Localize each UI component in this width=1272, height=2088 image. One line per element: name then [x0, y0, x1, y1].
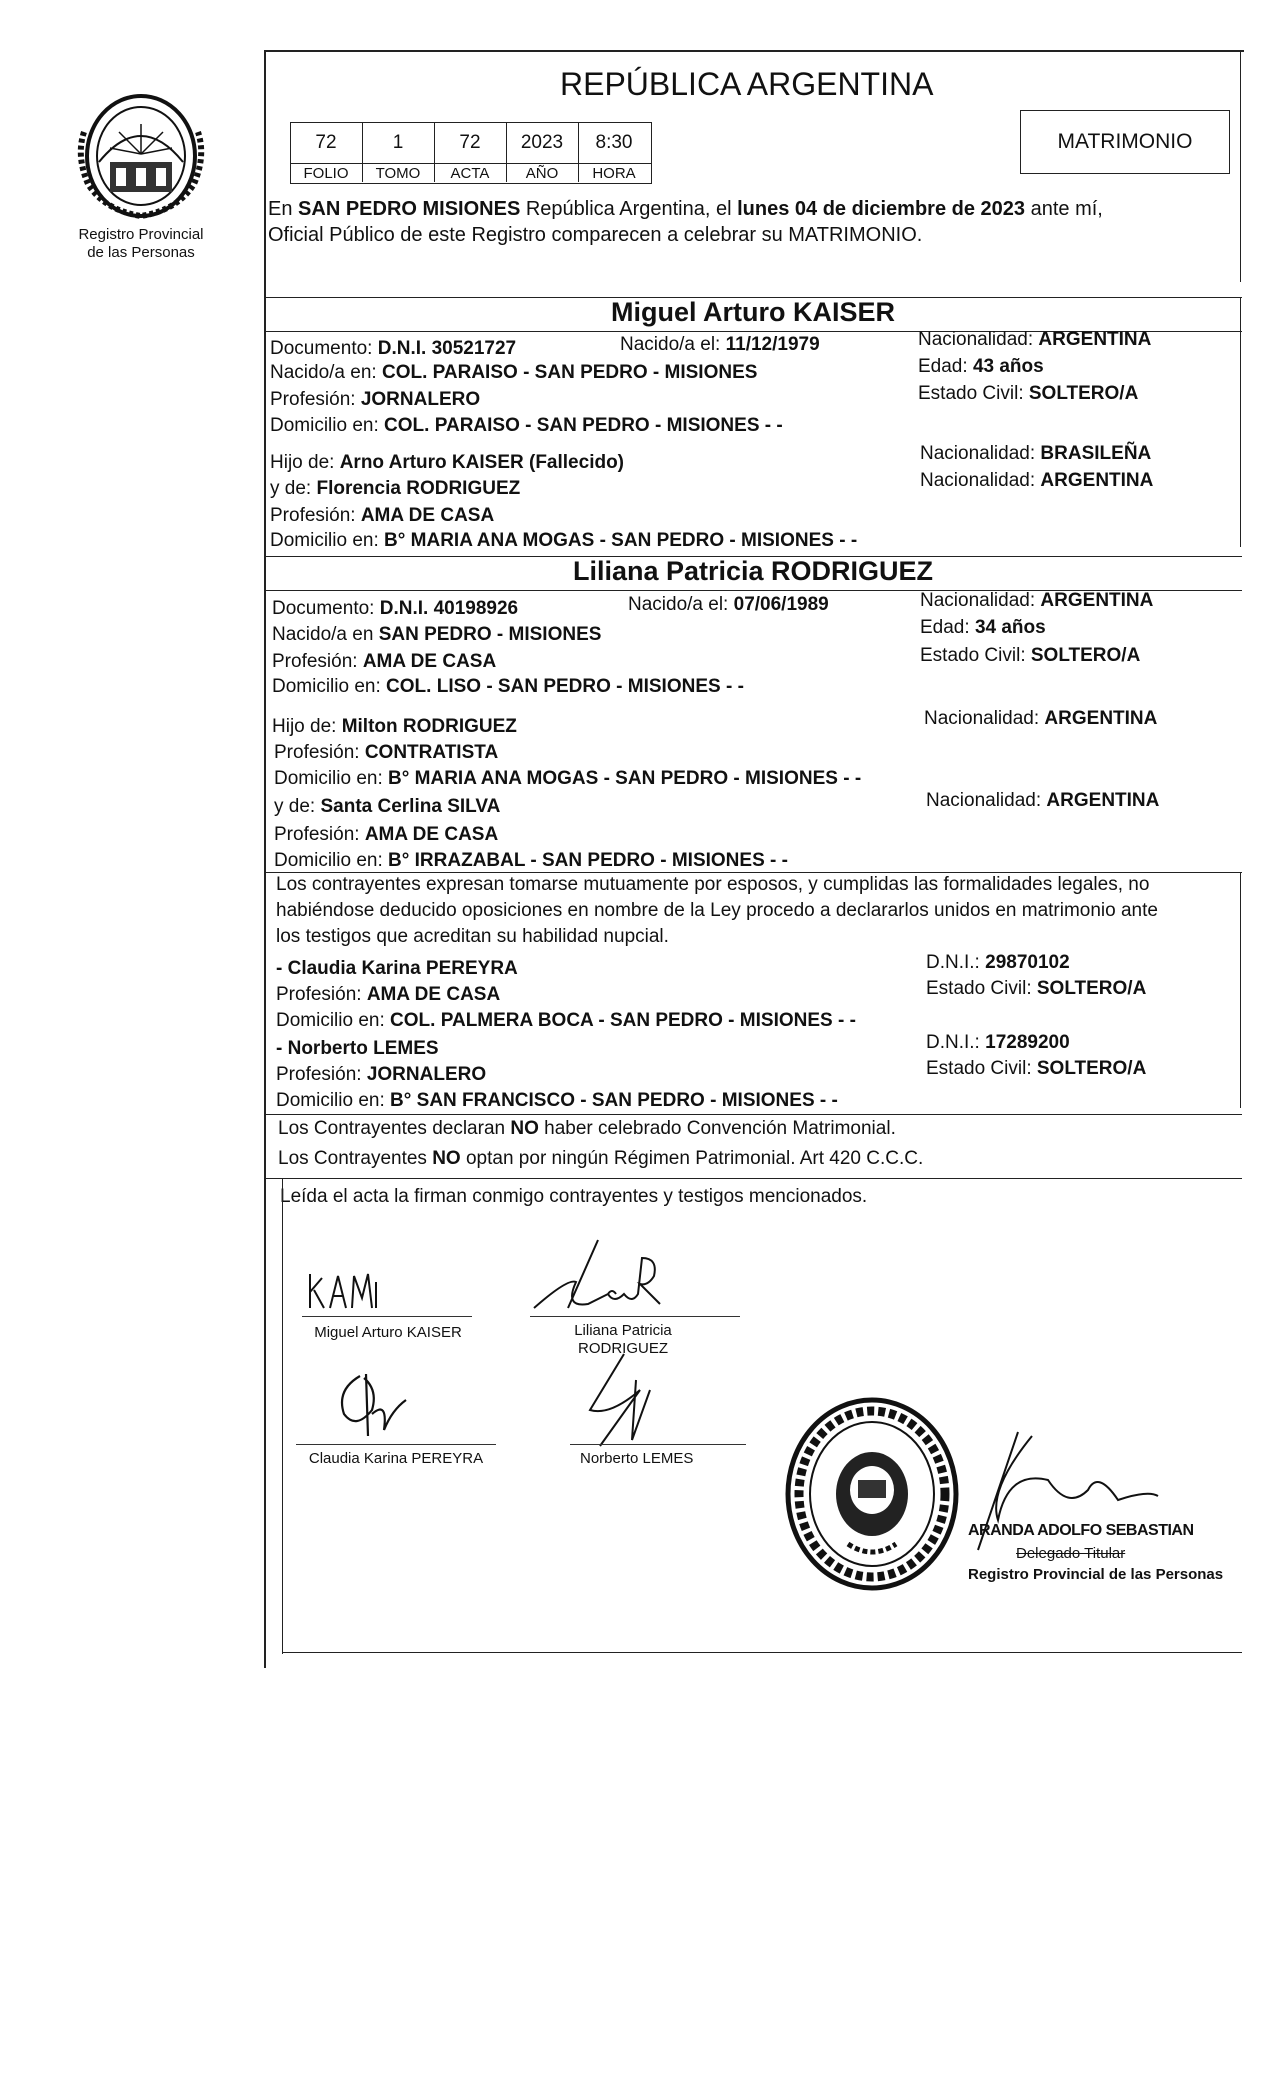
signature-name-miguel: Miguel Arturo KAISER [314, 1324, 462, 1341]
bride-mother-address: Domicilio en: B° IRRAZABAL - SAN PEDRO - MISIONES - - [274, 850, 788, 871]
bride-nationality: Nacionalidad: ARGENTINA [920, 590, 1154, 611]
groom-profession: Profesión: JORNALERO [270, 389, 481, 410]
official-name: ARANDA ADOLFO SEBASTIAN [968, 1522, 1194, 1539]
acta-label: ACTA [450, 165, 490, 182]
bride-address: Domicilio en: COL. LISO - SAN PEDRO - MISIONES - - [272, 676, 744, 697]
anio-value: 2023 [520, 132, 564, 153]
bride-mother-nationality: Nacionalidad: ARGENTINA [926, 790, 1160, 811]
bride-mother: y de: Santa Cerlina SILVA [274, 796, 501, 817]
country-title: REPÚBLICA ARGENTINA [560, 66, 934, 102]
witness-1-profession: Profesión: AMA DE CASA [276, 984, 501, 1005]
acta-value: 72 [459, 132, 481, 153]
declaration-line-2: habiéndose deducido oposiciones en nombre de la Ley procedo a declararlos unidos en matrimonio ante [276, 900, 1158, 921]
signature-line [296, 1444, 496, 1445]
registry-caption-1: Registro Provincial [78, 226, 204, 243]
registry-table-divider [290, 163, 652, 164]
groom-age: Edad: 43 años [918, 356, 1044, 377]
divider [266, 1178, 1242, 1179]
witness-1-name: - Claudia Karina PEREYRA [276, 958, 518, 979]
official-round-stamp [782, 1394, 962, 1594]
closing-statement: Leída el acta la firman conmigo contrayentes y testigos mencionados. [280, 1186, 868, 1207]
witness-2-name: - Norberto LEMES [276, 1038, 439, 1059]
record-type-label: MATRIMONIO [1057, 130, 1193, 153]
signature-line [302, 1316, 472, 1317]
groom-document: Documento: D.N.I. 30521727 [270, 338, 517, 359]
witness-2-address: Domicilio en: B° SAN FRANCISCO - SAN PEDRO - MISIONES - - [276, 1090, 838, 1111]
groom-birthplace: Nacido/a en: COL. PARAISO - SAN PEDRO - MISIONES [270, 362, 758, 383]
witness-1-civil-status: Estado Civil: SOLTERO/A [926, 978, 1147, 999]
declaration-line-1: Los contrayentes expresan tomarse mutuamente por esposos, y cumplidas las formalidades legales, no [276, 874, 1150, 895]
bride-father-nationality: Nacionalidad: ARGENTINA [924, 708, 1158, 729]
witness-2-dni: D.N.I.: 17289200 [926, 1032, 1070, 1053]
divider [266, 1114, 1242, 1115]
registry-caption-2: de las Personas [87, 244, 195, 261]
hora-value: 8:30 [595, 132, 633, 153]
official-role: Delegado Titular [1016, 1545, 1126, 1562]
bride-profession: Profesión: AMA DE CASA [272, 651, 497, 672]
regime-line-1: Los Contrayentes declaran NO haber celebrado Convención Matrimonial. [278, 1118, 896, 1139]
frame-right [1240, 872, 1241, 1108]
hora-label: HORA [592, 165, 636, 182]
declaration-line-3: los testigos que acreditan su habilidad nupcial. [276, 926, 669, 947]
bride-father-address: Domicilio en: B° MARIA ANA MOGAS - SAN PEDRO - MISIONES - - [274, 768, 862, 789]
bottom-border [282, 1652, 1242, 1653]
bride-document: Documento: D.N.I. 40198926 [272, 598, 519, 619]
official-organization: Registro Provincial de las Personas [968, 1566, 1224, 1583]
bride-age: Edad: 34 años [920, 617, 1046, 638]
groom-civil-status: Estado Civil: SOLTERO/A [918, 383, 1139, 404]
signature-name-claudia: Claudia Karina PEREYRA [308, 1450, 484, 1467]
groom-address: Domicilio en: COL. PARAISO - SAN PEDRO - MISIONES - - [270, 415, 783, 436]
groom-mother-address: Domicilio en: B° MARIA ANA MOGAS - SAN PEDRO - MISIONES - - [270, 530, 858, 551]
signature-line [570, 1444, 746, 1445]
frame-right [1240, 297, 1241, 547]
signature-claudia [332, 1370, 412, 1440]
signature-liliana [528, 1238, 698, 1318]
signature-miguel [306, 1268, 396, 1318]
witness-1-dni: D.N.I.: 29870102 [926, 952, 1070, 973]
bride-birthdate: Nacido/a el: 07/06/1989 [628, 594, 829, 615]
folio-value: 72 [315, 132, 337, 153]
bride-name: Liliana Patricia RODRIGUEZ [572, 556, 934, 586]
witness-2-civil-status: Estado Civil: SOLTERO/A [926, 1058, 1147, 1079]
bride-mother-profession: Profesión: AMA DE CASA [274, 824, 499, 845]
registry-logo [74, 92, 208, 222]
groom-mother: y de: Florencia RODRIGUEZ [270, 478, 521, 499]
divider [266, 872, 1242, 873]
witness-1-address: Domicilio en: COL. PALMERA BOCA - SAN PEDRO - MISIONES - - [276, 1010, 856, 1031]
intro-line-2: Oficial Público de este Registro comparecen a celebrar su MATRIMONIO. [268, 224, 923, 246]
bride-birthplace: Nacido/a en SAN PEDRO - MISIONES [272, 624, 602, 645]
signature-norberto [570, 1350, 670, 1450]
signature-name-liliana-1: Liliana Patricia [574, 1322, 672, 1339]
bride-civil-status: Estado Civil: SOLTERO/A [920, 645, 1141, 666]
groom-father: Hijo de: Arno Arturo KAISER (Fallecido) [270, 452, 625, 473]
anio-label: AÑO [525, 165, 559, 182]
frame-right-top [1240, 50, 1241, 282]
folio-label: FOLIO [303, 165, 349, 182]
groom-father-nationality: Nacionalidad: BRASILEÑA [920, 443, 1152, 464]
signature-line [530, 1316, 740, 1317]
intro-line-1: En SAN PEDRO MISIONES República Argentina, el lunes 04 de diciembre de 2023 ante mí, [268, 198, 1103, 220]
regime-line-2: Los Contrayentes NO optan por ningún Régimen Patrimonial. Art 420 C.C.C. [278, 1148, 924, 1169]
groom-mother-profession: Profesión: AMA DE CASA [270, 505, 495, 526]
frame-left-bottom [282, 1178, 283, 1654]
tomo-label: TOMO [375, 165, 421, 182]
groom-birthdate: Nacido/a el: 11/12/1979 [620, 334, 820, 355]
groom-mother-nationality: Nacionalidad: ARGENTINA [920, 470, 1154, 491]
tomo-value: 1 [392, 132, 404, 153]
bride-father-profession: Profesión: CONTRATISTA [274, 742, 499, 763]
witness-2-profession: Profesión: JORNALERO [276, 1064, 487, 1085]
signature-name-norberto: Norberto LEMES [580, 1450, 694, 1467]
signature-name-liliana-2: RODRIGUEZ [578, 1340, 668, 1357]
groom-nationality: Nacionalidad: ARGENTINA [918, 329, 1152, 350]
groom-name: Miguel Arturo KAISER [610, 297, 895, 327]
bride-father: Hijo de: Milton RODRIGUEZ [272, 716, 517, 737]
